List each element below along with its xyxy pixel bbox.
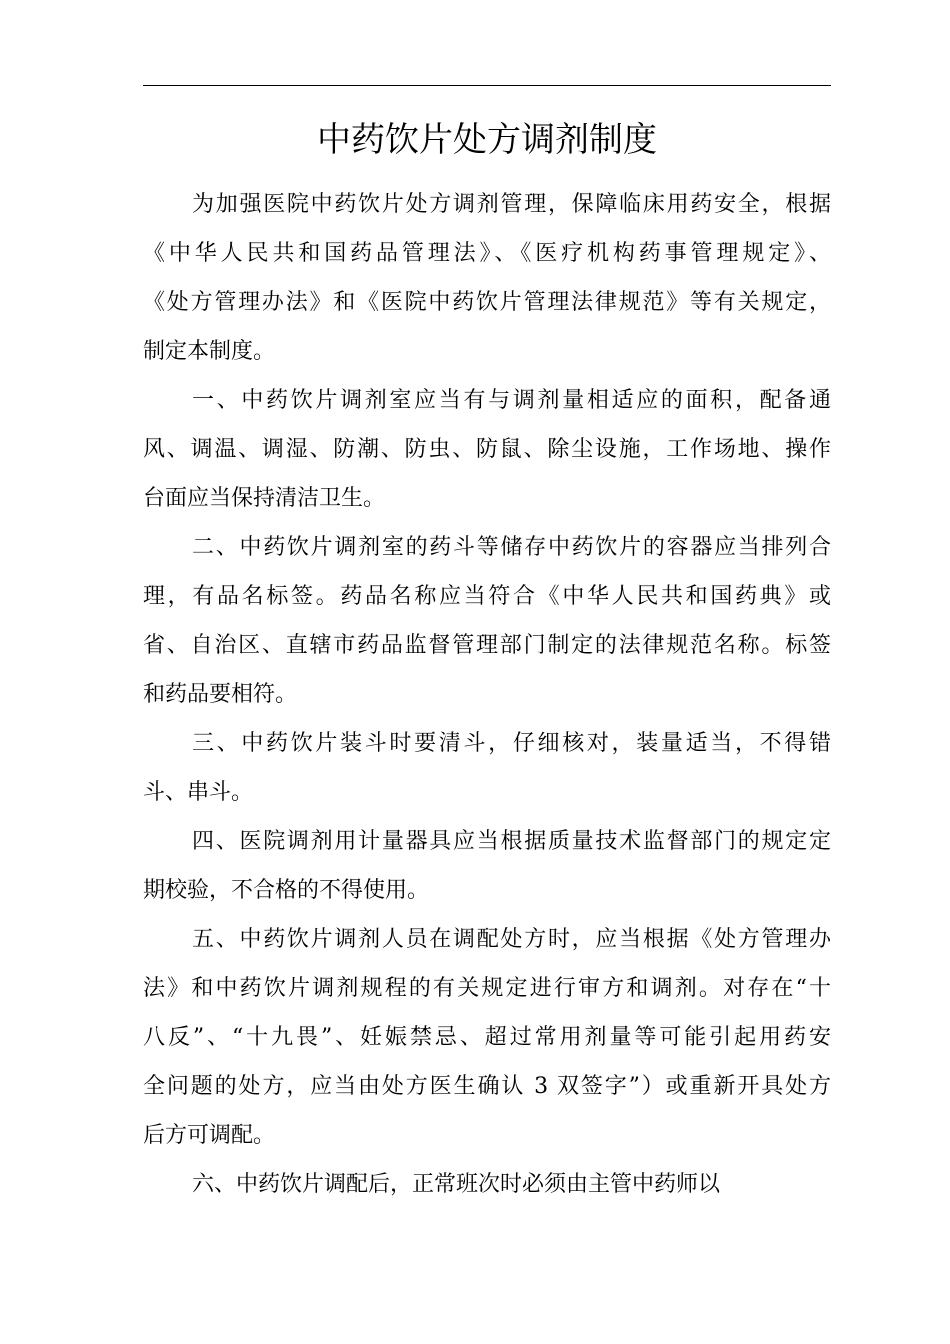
text-line: 斗、串斗。	[143, 780, 254, 805]
text-line: 《处方管理办法》和《医院中药饮片管理法律规范》等有关规定，	[143, 290, 831, 315]
text-line: 风、调温、调湿、防潮、防虫、防鼠、除尘设施，工作场地、操作	[143, 437, 831, 462]
text-line: 四、医院调剂用计量器具应当根据质量技术监督部门的规定定	[192, 829, 831, 854]
text-line: 台面应当保持清洁卫生。	[143, 486, 386, 511]
text-line: 后方可调配。	[143, 1123, 276, 1148]
text-line: 五、中药饮片调剂人员在调配处方时，应当根据《处方管理办	[192, 927, 831, 952]
text-line: 全问题的处方，应当由处方医生确认 3 双签字”）或重新开具处方	[143, 1074, 831, 1099]
text-line: 理，有品名标签。药品名称应当符合《中华人民共和国药典》或	[143, 584, 831, 609]
text-line: 六、中药饮片调配后，正常班次时必须由主管中药师以	[192, 1172, 721, 1197]
text-line: 三、中药饮片装斗时要清斗，仔细核对，装量适当，不得错	[192, 731, 831, 756]
text-line: 为加强医院中药饮片处方调剂管理，保障临床用药安全，根据	[192, 192, 831, 217]
text-line: 和药品要相符。	[143, 682, 298, 707]
text-line: 省、自治区、直辖市药品监督管理部门制定的法律规范名称。标签	[143, 633, 831, 658]
text-line: 《中华人民共和国药品管理法》、《医疗机构药事管理规定》、	[143, 241, 831, 266]
text-line: 一、中药饮片调剂室应当有与调剂量相适应的面积，配备通	[192, 388, 831, 413]
text-line: 制定本制度。	[143, 339, 276, 364]
header-rule	[143, 85, 831, 86]
document-title: 中药饮片处方调剂制度	[317, 120, 657, 160]
text-line: 二、中药饮片调剂室的药斗等储存中药饮片的容器应当排列合	[192, 535, 831, 560]
document-body	[143, 180, 831, 1209]
text-line: 期校验，不合格的不得使用。	[143, 878, 430, 903]
text-line: 八反”、“十九畏”、妊娠禁忌、超过常用剂量等可能引起用药安	[143, 1025, 831, 1050]
text-line: 法》和中药饮片调剂规程的有关规定进行审方和调剂。对存在“十	[143, 976, 831, 1001]
